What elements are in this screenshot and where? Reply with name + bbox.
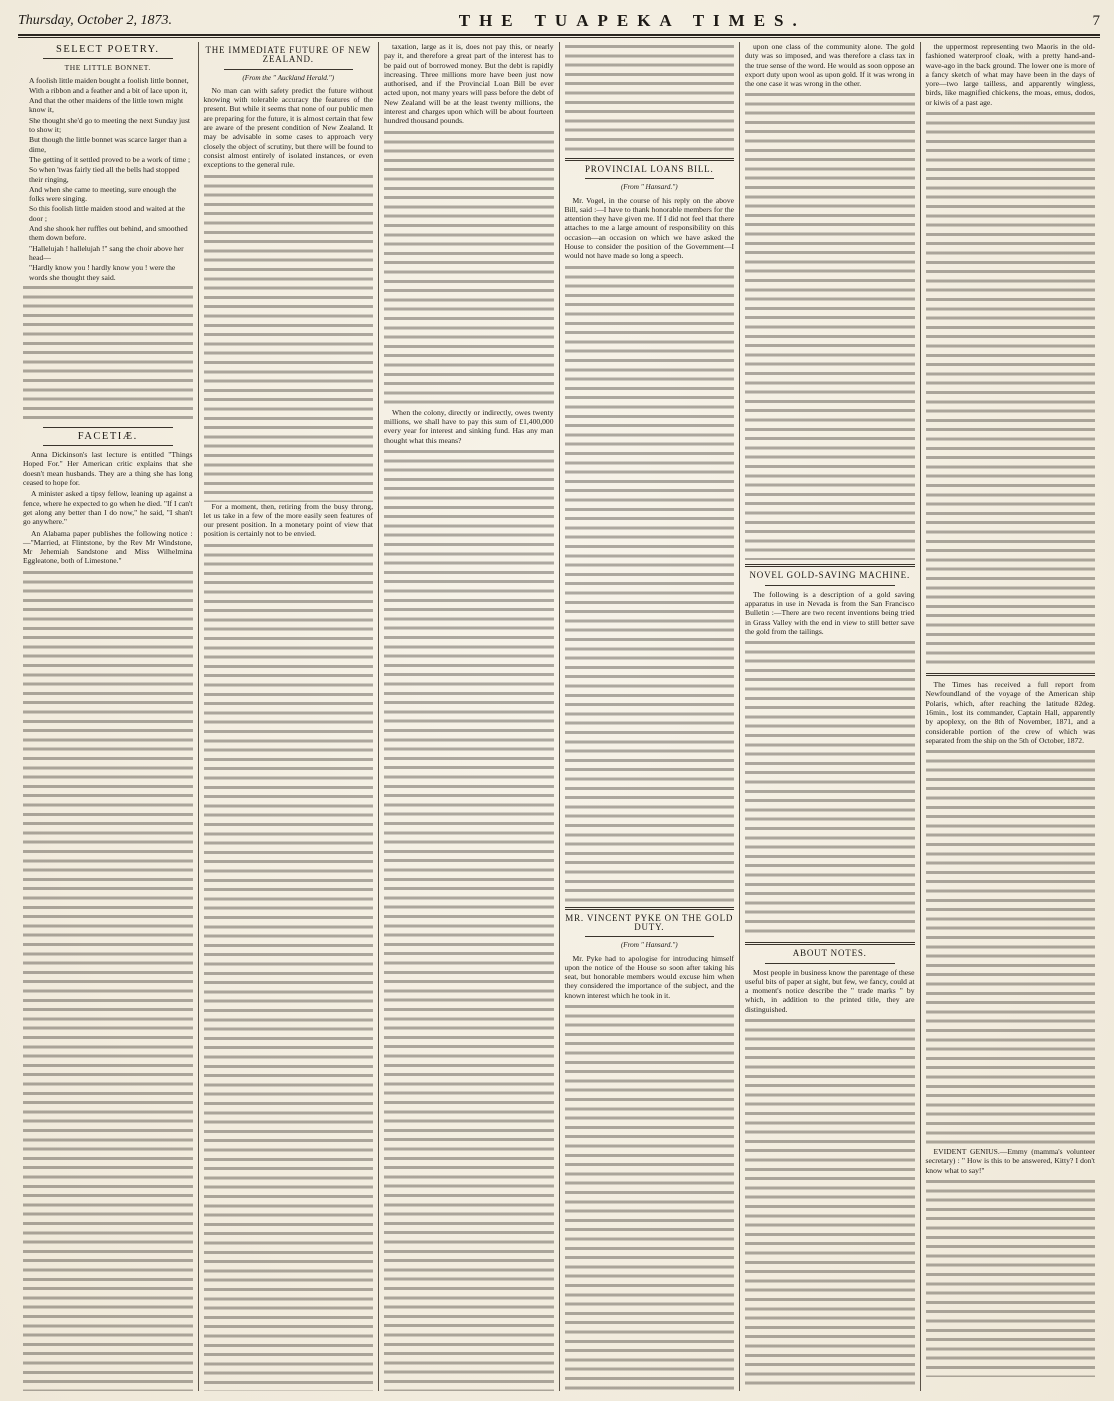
- verse-line: So this foolish little maiden stood and waited at the door ;: [29, 204, 185, 223]
- column-4: [560, 42, 741, 1391]
- article-source: (From the " Auckland Herald."): [242, 73, 335, 82]
- article-source: (From " Hansard."): [620, 941, 678, 950]
- page-number: 7: [1092, 12, 1100, 29]
- paragraph: A minister asked a tipsy fellow, leaning up against a fence, where he expected to go when he died. "If I can't get along any better than I do now," he said, "I shan't go anywhere.": [23, 489, 193, 527]
- paragraph: Mr. Vogel, in the course of his reply on the above Bill, said :—I have to thank honorable members for the attention they have given me. If I did not feel that there attaches to me a large amount of responsibility on this occasion—an occasion on which we have asked the House to consider the position of the Government—I would not have made so long a speech.: [564, 195, 734, 261]
- paragraph: For a moment, then, retiring from the busy throng, let us take in a few of the more easily seen features of our present position. In a monetary point of view that position is certainly not to be envied.: [203, 501, 373, 539]
- verse-line: "Hallelujah ! hallelujah !" sang the choir above her head—: [29, 243, 184, 262]
- paragraph: upon one class of the community alone. The gold duty was so imposed, and was therefore a class tax in the true sense of the word. He would as soon oppose an export duty upon wool as upon gold. If it was wrong in the one case it was wrong in the other.: [745, 42, 915, 89]
- paragraph: Most people in business know the parentage of these useful bits of paper at sight, but few, we fancy, could at a moment's notice describe the " trade marks " by which, in addition to the printed title, they are distinguished.: [745, 967, 915, 1014]
- paragraph: taxation, large as it is, does not pay this, or nearly pay it, and therefore a great part of the interest has to be paid out of borrowed money. But the debt is rapidly increasing. Three millions more have been just now authorised, and if the Provincial Loan Bill be ever acted upon, not many years will pass before the debt of New Zealand will be at the least twenty millions, the interest and charges upon which will be about fourteen hundred thousand pounds.: [384, 42, 554, 126]
- divider: [926, 673, 1096, 676]
- text-body: [926, 747, 1096, 1147]
- text-body: [745, 1016, 915, 1391]
- divider: [565, 907, 735, 910]
- column-3: [379, 42, 560, 1391]
- article-source: (From " Hansard."): [620, 183, 678, 192]
- article-title: THE IMMEDIATE FUTURE OF NEW ZEALAND.: [205, 45, 372, 65]
- masthead-rule: [18, 37, 1100, 38]
- column-5: [740, 42, 921, 1391]
- text-body: [23, 283, 193, 423]
- text-body: [565, 263, 735, 903]
- text-body: [204, 541, 374, 1391]
- paragraph: No man can with safety predict the future without knowing with tolerable accuracy the features of the present. But while it seems that none of our public men are preparing for the future, it is almost certain that few are aware of the present condition of New Zealand. It may be advisable in some cases to approach very closely the object of scrutiny, but there will be found to consist almost entirely of isolated instances, or even exceptions to the general rule.: [203, 85, 373, 170]
- masthead: [18, 8, 1100, 36]
- divider: [745, 564, 915, 567]
- verse-line: And she shook her ruffles out behind, and smoothed them down before.: [29, 224, 188, 243]
- text-body: [926, 1177, 1096, 1377]
- text-body: [384, 128, 554, 408]
- columns: [18, 42, 1100, 1391]
- paragraph: Mr. Pyke had to apologise for introducing himself upon the notice of the House so soon after taking his seat, but honorable members would excuse him when they considered the importance of the subject, and the known interest which he took in it.: [564, 953, 734, 1000]
- paragraph: EVIDENT GENIUS.—Emmy (mamma's volunteer secretary) : " How is this to be answered, Kitty? I don't know what to say!": [925, 1147, 1095, 1175]
- divider: [585, 178, 715, 179]
- paragraph: the uppermost representing two Maoris in the old-fashioned waterproof cloak, with a pretty hand-and-wave-ago in the back ground. The lower one is more of a fancy sketch of what may have been in the days of yore—two large tailless, and apparently wingless, birds, like magnified chickens, the moas, emus, dodos, or kiwis of a past age.: [925, 42, 1095, 107]
- divider: [43, 427, 173, 428]
- text-body: [565, 42, 735, 154]
- text-body: [384, 447, 554, 1391]
- article-title: MR. VINCENT PYKE ON THE GOLD DUTY.: [565, 912, 734, 932]
- text-body: [745, 90, 915, 560]
- section-heading-poetry: SELECT POETRY.: [56, 44, 160, 55]
- divider: [43, 445, 173, 446]
- verse-line: A foolish little maiden bought a foolish little bonnet,: [29, 75, 189, 85]
- issue-date: Thursday, October 2, 1873.: [18, 13, 172, 28]
- text-body: [204, 172, 374, 502]
- paper-title: THE TUAPEKA TIMES.: [458, 11, 806, 30]
- article-title: NOVEL GOLD-SAVING MACHINE.: [749, 570, 911, 581]
- verse-line: She thought she'd go to meeting the next Sunday just to show it;: [29, 115, 191, 135]
- column-6: [921, 42, 1101, 1391]
- verse-line: "Hardly know you ! hardly know you ! were the words she thought they said.: [29, 263, 176, 282]
- verse-line: And when she came to meeting, sure enough the folks were singing.: [29, 184, 177, 204]
- text-body: [23, 568, 193, 1391]
- section-heading-facetiae: FACETIÆ.: [77, 430, 138, 442]
- verse-line: And that the other maidens of the little town might know it,: [29, 96, 184, 115]
- paragraph: When the colony, directly or indirectly, owes twenty millions, we shall have to pay this sum of £1,400,000 every year for interest and sinking fund. Has any man thought what this means?: [384, 407, 554, 445]
- divider: [565, 158, 735, 161]
- article-title: ABOUT NOTES.: [792, 948, 867, 959]
- divider: [585, 936, 715, 937]
- article-title: PROVINCIAL LOANS BILL.: [584, 164, 714, 174]
- paragraph: An Alabama paper publishes the following notice :—"Married, at Flintstone, by the Rev Mr Windstone, Mr Jehemiah Sandstone and Miss Wilhelmina Eggleatone, both of Limestone.": [23, 528, 193, 566]
- paragraph: The following is a description of a gold saving apparatus in use in Nevada is from the San Francisco Bulletin :—There are two recent inventions being tried in Grass Valley with the end in view to still better save the gold from the tailings.: [745, 589, 915, 636]
- column-1: [18, 42, 199, 1391]
- poem-verse: [23, 76, 193, 282]
- divider: [224, 69, 354, 70]
- divider: [745, 942, 915, 945]
- paragraph: The Times has received a full report from Newfoundland of the voyage of the American ship Polaris, which, after reaching the latitude 82deg. 16min., lost its commander, Captain Hall, apparently by apoplexy, on the 8th of November, 1871, and a considerable portion of the crew of which was separated from the ship on the 5th of October, 1872.: [925, 680, 1095, 745]
- column-2: [199, 42, 380, 1391]
- divider: [765, 585, 895, 586]
- paragraph: Anna Dickinson's last lecture is entitled "Things Hoped For." Her American critic explains that she doesn't mean husbands. They are a thing she has long ceased to hope for.: [23, 450, 193, 488]
- divider: [43, 58, 173, 59]
- text-body: [565, 1002, 735, 1391]
- poem-title: THE LITTLE BONNET.: [64, 63, 151, 73]
- verse-line: The getting of it settled proved to be a work of time ;: [29, 154, 191, 164]
- text-body: [745, 638, 915, 938]
- verse-line: So when 'twas fairly tied all the bells had stopped their ringing,: [29, 165, 180, 184]
- verse-line: With a ribbon and a feather and a bit of lace upon it,: [29, 85, 188, 95]
- text-body: [926, 109, 1096, 669]
- divider: [765, 963, 895, 964]
- verse-line: But though the little bonnet was scarce larger than a dime,: [29, 135, 187, 154]
